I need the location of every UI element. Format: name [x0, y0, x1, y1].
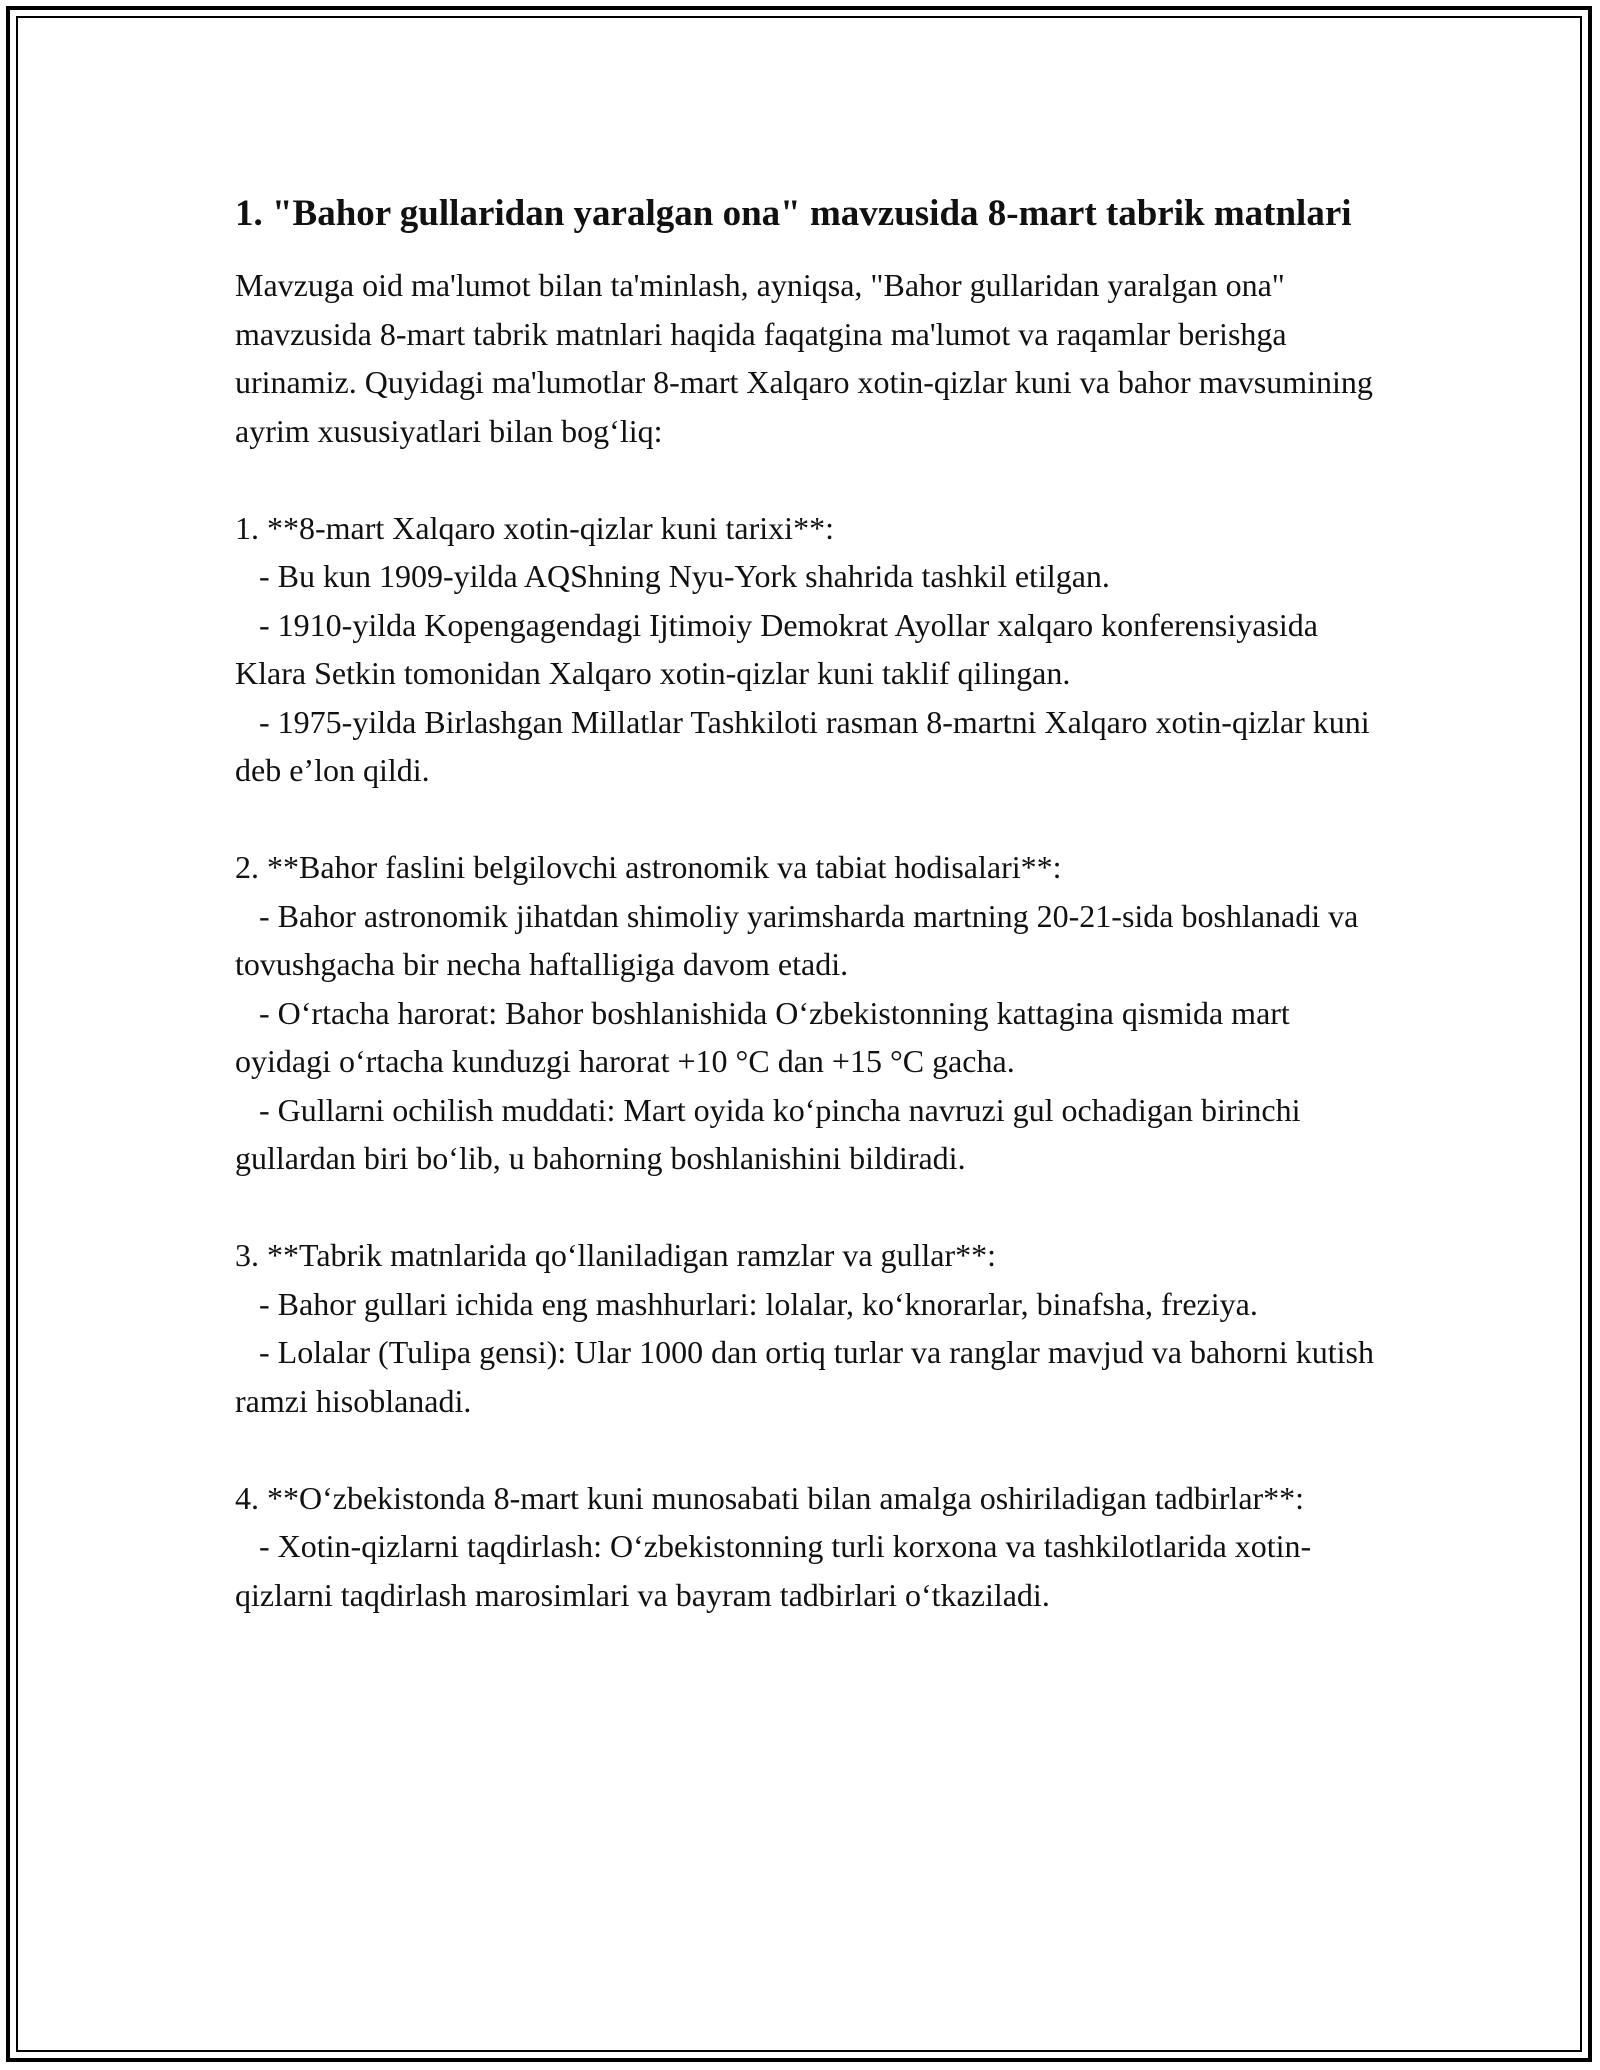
intro-paragraph: Mavzuga oid ma'lumot bilan ta'minlash, ayniqsa, "Bahor gullaridan yaralgan ona" mavzusida 8-mart tabrik matnlari haqida faqatgina ma'lumot va raqamlar berishga urinamiz. Quyidagi ma'lumotlar 8-mart Xalqaro xotin-qizlar kuni va bahor mavsumining ayrim xususiyatlari bilan bog‘liq: — [235, 267, 1381, 449]
section-4-heading: 4. **O‘zbekistonda 8-mart kuni munosabati bilan amalga oshiriladigan tadbirlar**: — [235, 1479, 1305, 1516]
document-title: 1. "Bahor gullaridan yaralgan ona" mavzusida 8-mart tabrik matnlari — [235, 193, 1352, 234]
document-body — [235, 186, 1385, 1619]
spacer — [235, 1425, 1385, 1474]
section-2-item: - O‘rtacha harorat: Bahor boshlanishida O‘zbekistonning kattagina qismida mart oyidagi o‘rtacha kunduzgi harorat +10 °C dan +15 °C gacha. — [235, 994, 1298, 1079]
section-3-item: - Lolalar (Tulipa gensi): Ular 1000 dan ortiq turlar va ranglar mavjud va bahorni kutish ramzi hisoblanadi. — [235, 1334, 1382, 1419]
section-3-item: - Bahor gullari ichida eng mashhurlari: lolalar, ko‘knorarlar, binafsha, freziya. — [235, 1285, 1258, 1322]
section-1-item: - 1910-yilda Kopengagendagi Ijtimoiy Demokrat Ayollar xalqaro konferensiyasida Klara Setkin tomonidan Xalqaro xotin-qizlar kuni taklif qilingan. — [235, 606, 1326, 691]
section-2-item: - Bahor astronomik jihatdan shimoliy yarimsharda martning 20-21-sida boshlanadi va tovushgacha bir necha haftalligiga davom etadi. — [235, 897, 1367, 982]
spacer — [235, 455, 1385, 504]
section-1-item: - 1975-yilda Birlashgan Millatlar Tashkiloti rasman 8-martni Xalqaro xotin-qizlar kuni deb e’lon qildi. — [235, 703, 1378, 788]
section-2-item: - Gullarni ochilish muddati: Mart oyida ko‘pincha navruzi gul ochadigan birinchi gullardan biri bo‘lib, u bahorning boshlanishini bildiradi. — [235, 1091, 1309, 1176]
section-2-heading: 2. **Bahor faslini belgilovchi astronomik va tabiat hodisalari**: — [235, 849, 1062, 885]
section-1-item: - Bu kun 1909-yilda AQShning Nyu-York shahrida tashkil etilgan. — [235, 558, 1110, 594]
section-4-item: - Xotin-qizlarni taqdirlash: O‘zbekistonning turli korxona va tashkilotlarida xotin-qizlarni taqdirlash marosimlari va bayram tadbirlari o‘tkaziladi. — [235, 1528, 1312, 1613]
section-1-heading: 1. **8-mart Xalqaro xotin-qizlar kuni tarixi**: — [235, 509, 834, 546]
spacer — [235, 795, 1385, 844]
spacer — [235, 1183, 1385, 1232]
section-3-heading: 3. **Tabrik matnlarida qo‘llaniladigan ramzlar va gullar**: — [235, 1237, 997, 1273]
